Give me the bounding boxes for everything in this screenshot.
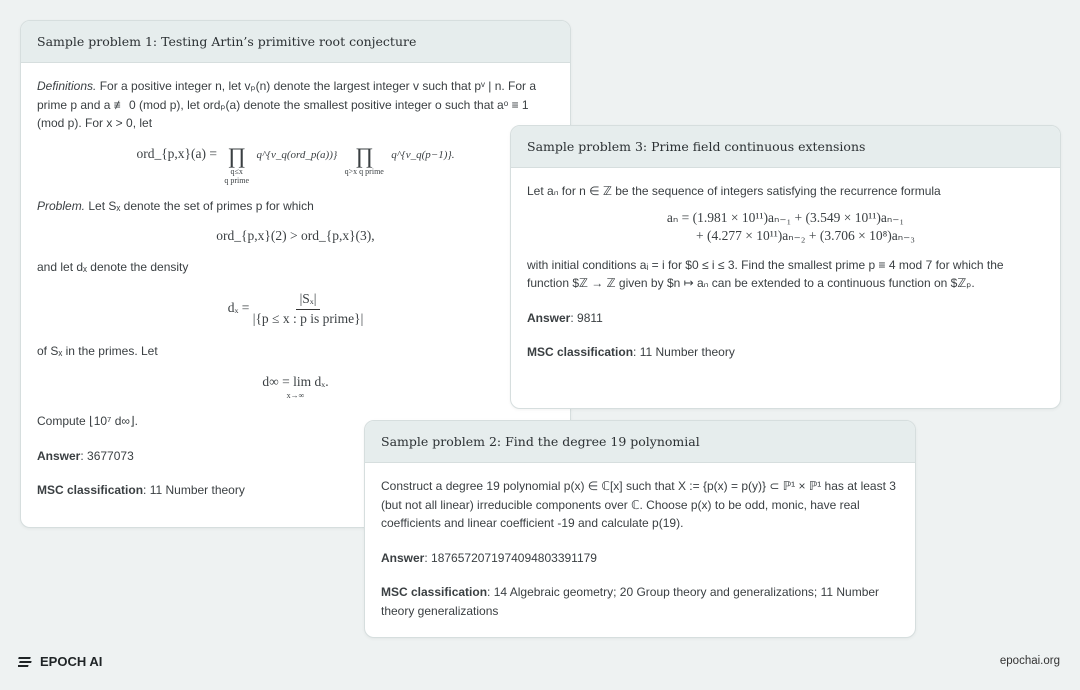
answer-value: : 3677073 (80, 448, 134, 463)
sample-problem-2-card (364, 420, 916, 638)
problem-text: with initial conditions aᵢ = i for $0 ≤ i ≤ 3. Find the smallest prime p ≡ 4 mod 7 for which the function $ℤ → ℤ given by $n ↦ aₙ can be extended to a continuous function on $ℤₚ. (527, 257, 1004, 290)
eq-line: + (4.277 × 10¹¹)aₙ₋₂ + (3.706 × 10⁸)aₙ₋₃ (695, 228, 916, 243)
problem-text: Construct a degree 19 polynomial p(x) ∈ ℂ[x] such that X := {p(x) = p(y)} ⊂ ℙ¹ × ℙ¹ has at least 3 (but not all linear) irreducible components over ℂ. Choose p(x) to be odd, monic, have real coefficients and linear coefficient -19 and calculate p(19). (381, 479, 896, 530)
eq-numerator: |Sₓ| (296, 290, 321, 310)
eq-term: q^{v_q(p−1)}. (391, 148, 455, 161)
msc-label: MSC classification (381, 585, 488, 599)
msc-label: MSC classification (37, 483, 144, 497)
problem-text: Let Sₓ denote the set of primes p for which (85, 198, 314, 213)
answer-label: Answer (527, 310, 571, 325)
eq-denominator: |{p ≤ x : p is prime}| (252, 310, 364, 326)
card-title: Sample problem 1: Testing Artin’s primitive root conjecture (21, 21, 570, 63)
equation-density (37, 290, 554, 328)
eq-sub: q>x q prime (344, 166, 384, 176)
sample-problem-3-card (510, 125, 1061, 409)
equation-ord-compare: ord_{p,x}(2) > ord_{p,x}(3), (216, 228, 375, 243)
eq-sub: q≤x (230, 166, 243, 176)
eq-sub: x→∞ (286, 391, 305, 400)
compute-text: Compute ⌊10⁷ d∞⌋. (37, 414, 138, 428)
eq-lhs: ord_{p,x}(a) = (136, 145, 218, 161)
equation-ord: ord_{p,x}(a) = ∏ q≤x q prime q^{v_q(ord_p(a))} ∏ q>x q prime q^{v_q(p−1)}. (136, 142, 455, 185)
answer-value: : 1876572071974094803391179 (424, 550, 597, 565)
card-title: Sample problem 2: Find the degree 19 polynomial (365, 421, 915, 463)
equation-limit (37, 373, 554, 401)
density-text: and let dₓ denote the density (37, 259, 189, 274)
primes-text: of Sₓ in the primes. Let (37, 344, 158, 358)
msc-value: : 11 Number theory (633, 345, 735, 359)
problem-label: Problem. (37, 198, 86, 213)
epoch-logo-icon (18, 656, 34, 668)
answer-label: Answer (381, 550, 425, 565)
card-title: Sample problem 3: Prime field continuous extensions (511, 126, 1060, 168)
eq-lhs: dₓ = (227, 300, 250, 316)
eq-sub: q prime (224, 175, 250, 185)
logo-text: EPOCH AI (40, 654, 103, 669)
definitions (37, 77, 554, 133)
msc-label: MSC classification (527, 345, 634, 359)
site-url: epochai.org (999, 655, 1060, 667)
answer-label: Answer (37, 448, 81, 463)
intro-text: Let aₙ for n ∈ ℤ be the sequence of integers satisfying the recurrence formula (527, 184, 941, 198)
recurrence-equation (527, 209, 1044, 246)
definitions-text: For a positive integer n, let vₚ(n) denote the largest integer v such that pᵛ | n. For a prime p and a ≢ 0 (mod p), let ordₚ(a) denote the smallest positive integer o such that aᵒ ≡ 1 (mod p). For x > 0, let (37, 79, 537, 130)
epoch-ai-logo (18, 654, 102, 669)
eq-term: q^{v_q(ord_p(a))} (256, 148, 338, 161)
eq-limit: d∞ = lim dₓ. (262, 373, 329, 389)
eq-line: aₙ = (1.981 × 10¹¹)aₙ₋₁ + (3.549 × 10¹¹)aₙ₋₁ (666, 209, 905, 225)
answer-value: : 9811 (570, 310, 603, 325)
msc-value: : 11 Number theory (143, 483, 245, 497)
definitions-label: Definitions. (37, 79, 97, 93)
msc-value: : 14 Algebraic geometry; 20 Group theory and generalizations; 11 Number theory generalizations (381, 585, 880, 618)
